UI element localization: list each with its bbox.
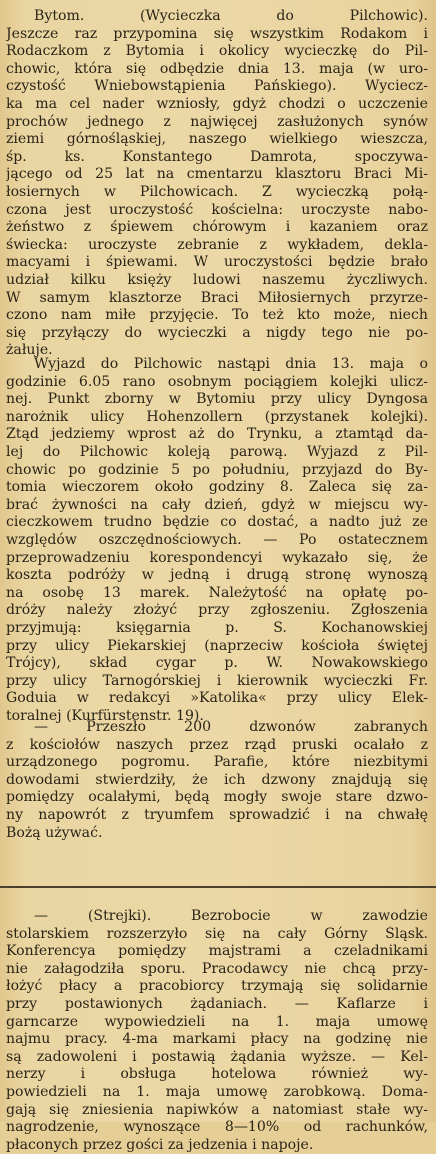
section-divider (0, 886, 436, 888)
text-line: dróży należy złożyć przy zgłoszeniu. Zgłoszenia (6, 602, 428, 619)
text-line: łosiernych w Pilchowicach. Z wycieczką połą- (6, 183, 428, 200)
text-line: łożyć płacy a pracobiorcy trzymają się solidarnie (6, 978, 428, 995)
text-line: przy postawionych żądaniach. — Kaflarze i (6, 995, 428, 1012)
text-line: gają się zniesienia napiwków a natomiast stałe wy- (6, 1101, 428, 1118)
article-headline: — (Strejki). Bezrobocie w zawodzie (34, 908, 428, 924)
article-body (6, 356, 428, 725)
text-line: chowic, która się odbędzie dnia 13. maja (w uro- (6, 60, 428, 77)
text-line: jącego od 25 lat na cmentarzu klasztoru Braci Mi- (6, 166, 428, 183)
text-line: płaconych przez gości za jedzenia i napoje. (6, 1136, 314, 1153)
text-line: nerzy i obsługa hotelowa również wy- (6, 1066, 428, 1083)
text-line: czystość Wniebowstąpienia Pańskiego). Wyciecz- (6, 78, 428, 95)
text-line: brać żywności na cały dzień, gdyż w miejscu wy- (6, 496, 428, 513)
text-line: przyjmują: księgarnia p. S. Kochanowskiej (6, 619, 428, 636)
text-line: W samym klasztorze Braci Miłosiernych przyrze- (6, 289, 428, 306)
article-body (6, 908, 428, 1154)
text-line: z kościołów naszych przez rząd pruski ocalało z (6, 736, 428, 753)
text-line: przy ulicy Piekarskiej (naprzeciw kościoła świętej (6, 637, 428, 654)
text-line: stolarskiem rozszerzyło się na cały Górny Śląsk. (6, 925, 428, 942)
text-line: nej. Punkt zborny w Bytomiu przy ulicy Dyngosa (6, 391, 428, 408)
text-line: pomiędzy ocalałymi, będą mogły swoje stare dzwo- (6, 789, 428, 806)
article-headline: — Przeszło 200 dzwonów zabranych (34, 719, 428, 735)
text-line: garncarze wypowiedzieli na 1. maja umowę (6, 1013, 428, 1030)
text-line: żeństwo z śpiewem chórowym i kazaniem oraz (6, 219, 428, 236)
article-church-bells (6, 719, 428, 842)
text-line: ny napowrót z tryumfem sprowadzić i na chwałę (6, 806, 428, 823)
text-line: najmu pracy. 4-ma markami płacy na godzinę nie (6, 1031, 428, 1048)
text-line: Wyjazd do Pilchowic nastąpi dnia 13. maja o (34, 356, 428, 372)
article-body (6, 8, 428, 360)
text-line: Trójcy), skład cygar p. W. Nowakowskiego (6, 655, 428, 672)
text-line: przy ulicy Tarnogórskiej i kierownik wycieczki Fr. (6, 672, 428, 689)
text-line: nagrodzenie, wynoszące 8—10% od rachunków, (6, 1119, 428, 1136)
article-headline: Bytom. (Wycieczka do Pilchowic). (34, 8, 428, 24)
text-line: powiedzieli na 1. maja umowę zarobkową. Doma- (6, 1083, 428, 1100)
text-line: Jeszcze raz przypomina się wszystkim Rodakom i (6, 25, 428, 42)
text-line: Bożą używać. (6, 824, 103, 841)
article-body (6, 719, 428, 842)
article-departure-info (6, 356, 428, 725)
text-line: tomia wieczorem około godziny 8. Zaleca się za- (6, 479, 428, 496)
article-strikes (6, 908, 428, 1154)
text-line: są zadowoleni i postawią żądania wyższe. — Kel- (6, 1048, 428, 1065)
text-line: czono nam miłe przyjęcie. To też kto może, niech (6, 307, 428, 324)
text-line: udział kilku księży ludowi naszemu życzliwych. (6, 271, 428, 288)
text-line: Konferencya pomiędzy majstrami a czeladnikami (6, 943, 428, 960)
text-line: Ztąd jedziemy wprost aż do Trynku, a ztamtąd da- (6, 426, 428, 443)
text-line: chowic po godzinie 5 po południu, przyjazd do By- (6, 461, 428, 478)
text-line: się przyłączy do wycieczki a nigdy tego nie po- (6, 324, 428, 341)
text-line: czona jest uroczystość kościelna: uroczyste nabo- (6, 201, 428, 218)
article-bytom-excursion (6, 8, 428, 360)
text-line: urządzonego pogromu. Parafie, które niezbitymi (6, 754, 428, 771)
text-line: ka ma cel nader wzniosły, gdyż chodzi o uczczenie (6, 95, 428, 112)
text-line: koszta podróży w jedną i drugą stronę wynoszą (6, 567, 428, 584)
text-line: na osobę 13 marek. Należytość na opłatę po- (6, 584, 428, 601)
text-line: śp. ks. Konstantego Damrota, spoczywa- (6, 148, 428, 165)
text-line: prochów jednego z najwięcej zasłużonych synów (6, 113, 428, 130)
text-line: dowodami stwierdziły, że ich dzwony znajdują się (6, 771, 428, 788)
text-line: ziemi górnośląskiej, naszego wielkiego wieszcza, (6, 131, 428, 148)
text-line: lej do Pilchowic koleją parową. Wyjazd z Pil- (6, 443, 428, 460)
text-line: Rodaczkom z Bytomia i okolicy wycieczkę do Pil- (6, 43, 428, 60)
text-line: przeprowadzeniu korespondencyi wykazało się, że (6, 549, 428, 566)
text-line: Goduia w redakcyi »Katolika« przy ulicy Elek- (6, 690, 428, 707)
text-line: nie załagodziła sporu. Pracodawcy nie chcą przy- (6, 960, 428, 977)
text-line: świecka: uroczyste zebranie z wykładem, dekla- (6, 236, 428, 253)
text-line: cieczkowem trudno będzie co dostać, a nadto już ze (6, 514, 428, 531)
text-line: godzinie 6.05 rano osobnym pociągiem kolejki ulicz- (6, 373, 428, 390)
text-line: macyami i śpiewami. W uroczystości będzie brało (6, 254, 428, 271)
text-line: względów oszczędnościowych. — Po ostatecznem (6, 531, 428, 548)
text-line: toralnej (Kurfürstenstr. 19). (6, 707, 204, 724)
text-line: narożnik ulicy Hohenzollern (przystanek kolejki). (6, 408, 428, 425)
text-line: żałuje. (6, 342, 53, 359)
